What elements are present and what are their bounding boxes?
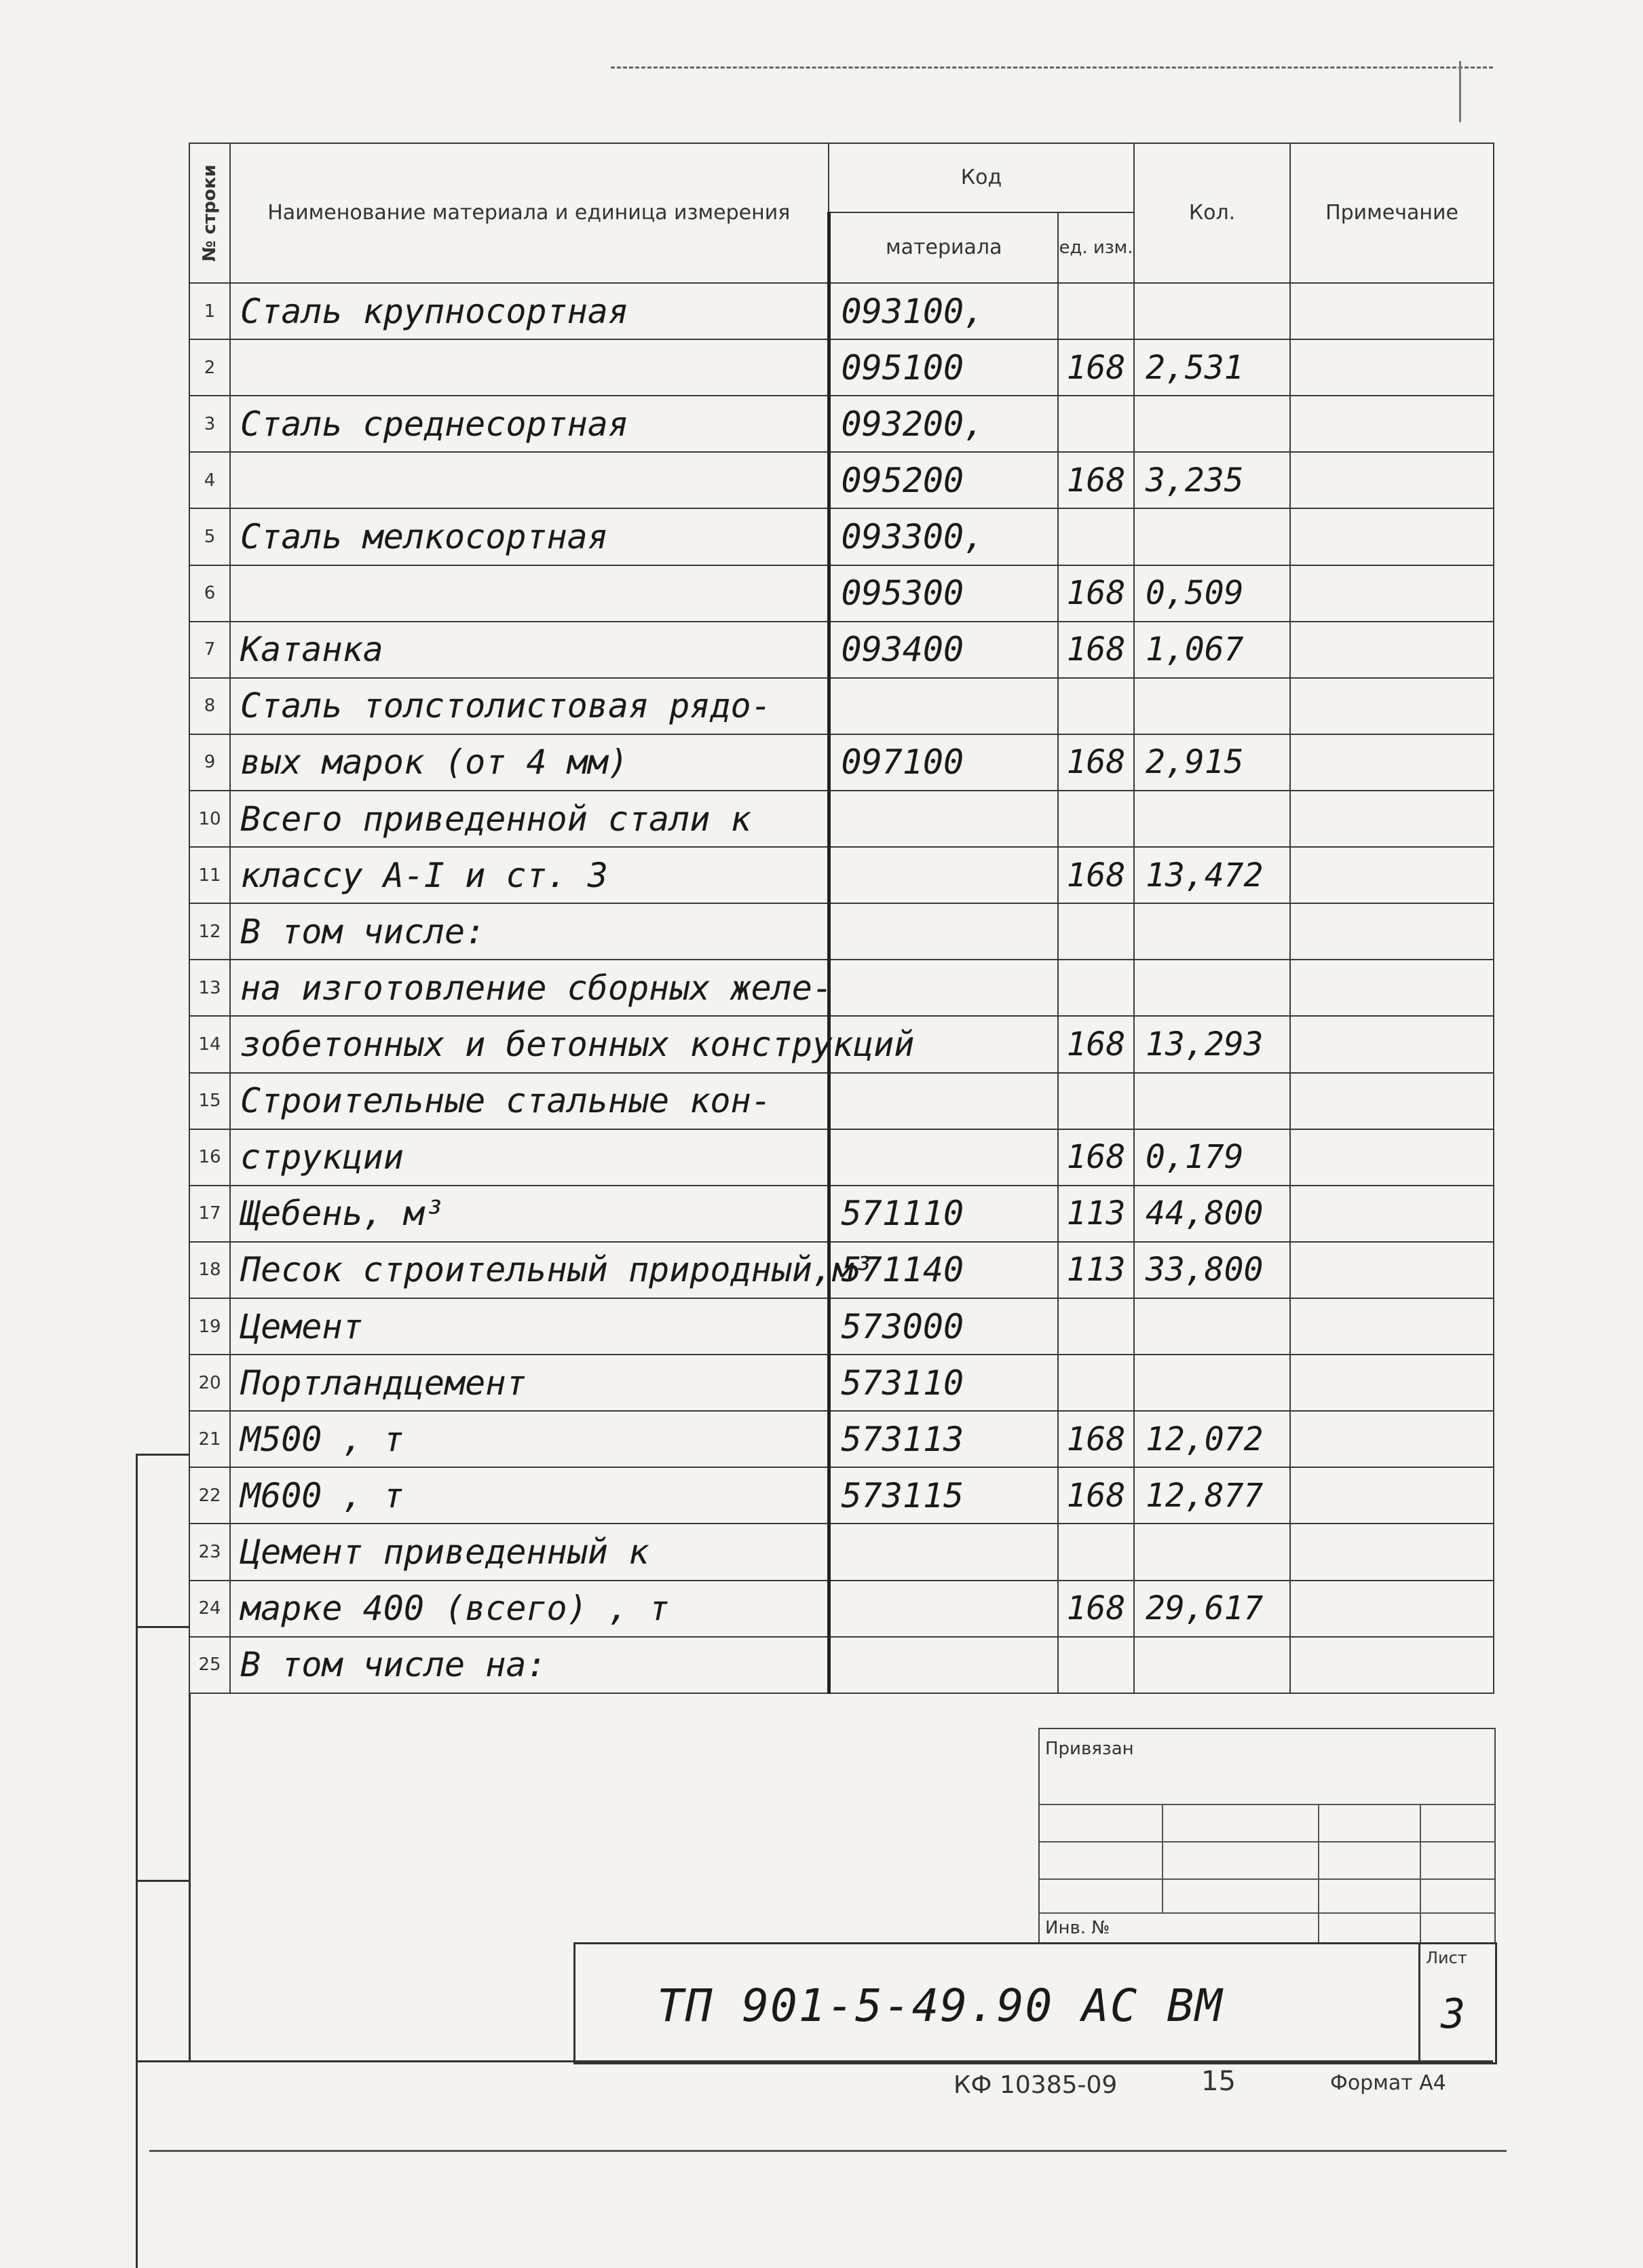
frame-left-line — [189, 1694, 191, 2060]
row-number: 22 — [189, 1467, 230, 1524]
note-cell — [1290, 1467, 1494, 1524]
row-number: 23 — [189, 1524, 230, 1580]
quantity — [1134, 396, 1290, 452]
quantity: 2,915 — [1134, 734, 1290, 791]
footer-number: 15 — [1201, 2066, 1236, 2097]
material-name: Сталь толстолистовая рядо- — [230, 678, 829, 734]
note-cell — [1290, 1186, 1494, 1242]
header-note: Примечание — [1290, 143, 1494, 283]
material-code: 093100, — [829, 283, 1058, 339]
unit-code — [1058, 1355, 1134, 1411]
table-row — [189, 1129, 1494, 1186]
quantity: 33,800 — [1134, 1242, 1290, 1298]
note-cell — [1290, 1411, 1494, 1467]
quantity — [1134, 1637, 1290, 1693]
material-code — [829, 1073, 1058, 1129]
table-row — [189, 1298, 1494, 1355]
unit-code — [1058, 678, 1134, 734]
quantity: 0,509 — [1134, 565, 1290, 622]
material-name: М600 , т — [230, 1467, 829, 1524]
table-row — [189, 1411, 1494, 1467]
unit-code — [1058, 1298, 1134, 1355]
table-row — [189, 960, 1494, 1016]
frame-bottom-line — [136, 2060, 1493, 2062]
unit-code — [1058, 791, 1134, 847]
table-row — [189, 565, 1494, 622]
quantity: 3,235 — [1134, 452, 1290, 508]
document-code: ТП 901-5-49.90 АС ВМ — [657, 1980, 1224, 2032]
unit-code — [1058, 396, 1134, 452]
unit-code — [1058, 1524, 1134, 1580]
note-cell — [1290, 1016, 1494, 1072]
note-cell — [1290, 791, 1494, 847]
row-number: 17 — [189, 1186, 230, 1242]
material-code: 095100 — [829, 339, 1058, 396]
table-row — [189, 1355, 1494, 1411]
material-code — [829, 960, 1058, 1016]
quantity: 12,877 — [1134, 1467, 1290, 1524]
material-code: 093300, — [829, 508, 1058, 565]
header-code-unit: ед. изм. — [1058, 212, 1134, 283]
row-number: 10 — [189, 791, 230, 847]
table-row — [189, 847, 1494, 903]
material-code — [829, 1581, 1058, 1637]
table-row — [189, 678, 1494, 734]
material-code — [829, 678, 1058, 734]
quantity: 29,617 — [1134, 1581, 1290, 1637]
unit-code: 168 — [1058, 1581, 1134, 1637]
material-code — [829, 1129, 1058, 1186]
row-number: 13 — [189, 960, 230, 1016]
top-right-edge-line — [1459, 61, 1461, 122]
note-cell — [1290, 847, 1494, 903]
material-code: 093400 — [829, 622, 1058, 678]
header-row-top — [189, 143, 1494, 212]
unit-code — [1058, 1073, 1134, 1129]
header-material-name: Наименование материала и единица измерения — [230, 143, 829, 283]
note-cell — [1290, 678, 1494, 734]
header-code: Код — [829, 143, 1134, 212]
material-code: 571140 — [829, 1242, 1058, 1298]
unit-code: 168 — [1058, 1016, 1134, 1072]
table-body — [189, 283, 1494, 1693]
row-number: 7 — [189, 622, 230, 678]
sheet-label: Лист — [1426, 1948, 1467, 1967]
unit-code: 168 — [1058, 1467, 1134, 1524]
row-number: 9 — [189, 734, 230, 791]
material-name: струкции — [230, 1129, 829, 1186]
note-cell — [1290, 1298, 1494, 1355]
binding-margin-line — [136, 1454, 138, 2268]
binding-stamp — [1038, 1728, 1496, 1944]
note-cell — [1290, 283, 1494, 339]
note-cell — [1290, 565, 1494, 622]
quantity — [1134, 1073, 1290, 1129]
row-number: 19 — [189, 1298, 230, 1355]
unit-code: 168 — [1058, 565, 1134, 622]
top-border-line — [611, 67, 1493, 69]
row-number: 4 — [189, 452, 230, 508]
row-number: 11 — [189, 847, 230, 903]
note-cell — [1290, 1073, 1494, 1129]
material-code: 573000 — [829, 1298, 1058, 1355]
row-number: 3 — [189, 396, 230, 452]
unit-code — [1058, 1637, 1134, 1693]
material-name: Катанка — [230, 622, 829, 678]
material-code: 571110 — [829, 1186, 1058, 1242]
table-row — [189, 1016, 1494, 1072]
material-code: 095300 — [829, 565, 1058, 622]
material-name: классу A-I и ст. 3 — [230, 847, 829, 903]
material-code — [829, 791, 1058, 847]
table-row — [189, 396, 1494, 452]
quantity — [1134, 283, 1290, 339]
quantity: 44,800 — [1134, 1186, 1290, 1242]
footer-code: КФ 10385-09 — [953, 2071, 1118, 2099]
material-code: 573115 — [829, 1467, 1058, 1524]
unit-code: 168 — [1058, 452, 1134, 508]
material-name: В том числе: — [230, 903, 829, 960]
table-row — [189, 791, 1494, 847]
material-name: Портландцемент — [230, 1355, 829, 1411]
sheet-cell — [1418, 1944, 1495, 2062]
quantity: 13,293 — [1134, 1016, 1290, 1072]
row-number: 1 — [189, 283, 230, 339]
table-row — [189, 508, 1494, 565]
row-number: 21 — [189, 1411, 230, 1467]
note-cell — [1290, 508, 1494, 565]
table-row — [189, 903, 1494, 960]
unit-code: 168 — [1058, 734, 1134, 791]
material-name: зобетонных и бетонных конструкций — [230, 1016, 829, 1072]
row-number: 18 — [189, 1242, 230, 1298]
material-name: Строительные стальные кон- — [230, 1073, 829, 1129]
material-code: 573113 — [829, 1411, 1058, 1467]
material-name: Сталь мелкосортная — [230, 508, 829, 565]
title-block — [573, 1942, 1497, 2064]
quantity — [1134, 903, 1290, 960]
row-number: 8 — [189, 678, 230, 734]
material-code — [829, 903, 1058, 960]
material-name: Всего приведенной стали к — [230, 791, 829, 847]
table-row — [189, 1637, 1494, 1693]
quantity — [1134, 508, 1290, 565]
material-code — [829, 847, 1058, 903]
row-number: 12 — [189, 903, 230, 960]
row-number: 20 — [189, 1355, 230, 1411]
unit-code: 168 — [1058, 847, 1134, 903]
unit-code: 168 — [1058, 339, 1134, 396]
table-row — [189, 734, 1494, 791]
material-code — [829, 1637, 1058, 1693]
quantity: 0,179 — [1134, 1129, 1290, 1186]
row-number: 15 — [189, 1073, 230, 1129]
note-cell — [1290, 734, 1494, 791]
material-name: Сталь крупносортная — [230, 283, 829, 339]
material-name — [230, 565, 829, 622]
material-name: Цемент приведенный к — [230, 1524, 829, 1580]
footer-format: Формат А4 — [1330, 2071, 1446, 2095]
row-number: 6 — [189, 565, 230, 622]
row-number: 2 — [189, 339, 230, 396]
binding-margin-tick — [136, 1626, 190, 1628]
material-code: 093200, — [829, 396, 1058, 452]
materials-table — [189, 143, 1494, 1694]
material-name: на изготовление сборных желе- — [230, 960, 829, 1016]
material-name: М500 , т — [230, 1411, 829, 1467]
unit-code — [1058, 508, 1134, 565]
quantity: 2,531 — [1134, 339, 1290, 396]
note-cell — [1290, 396, 1494, 452]
material-name: В том числе на: — [230, 1637, 829, 1693]
material-code: 097100 — [829, 734, 1058, 791]
unit-code: 113 — [1058, 1242, 1134, 1298]
note-cell — [1290, 339, 1494, 396]
note-cell — [1290, 1355, 1494, 1411]
note-cell — [1290, 1637, 1494, 1693]
header-quantity: Кол. — [1134, 143, 1290, 283]
quantity — [1134, 678, 1290, 734]
material-name: Цемент — [230, 1298, 829, 1355]
quantity — [1134, 1524, 1290, 1580]
note-cell — [1290, 1129, 1494, 1186]
note-cell — [1290, 1524, 1494, 1580]
inventory-number-label: Инв. № — [1045, 1918, 1110, 1938]
note-cell — [1290, 452, 1494, 508]
unit-code: 168 — [1058, 1411, 1134, 1467]
material-code: 573110 — [829, 1355, 1058, 1411]
quantity: 13,472 — [1134, 847, 1290, 903]
material-code — [829, 1524, 1058, 1580]
material-name — [230, 452, 829, 508]
unit-code — [1058, 960, 1134, 1016]
table-row — [189, 1467, 1494, 1524]
table-row — [189, 452, 1494, 508]
table-row — [189, 1242, 1494, 1298]
note-cell — [1290, 903, 1494, 960]
material-name: марке 400 (всего) , т — [230, 1581, 829, 1637]
material-name: Сталь среднесортная — [230, 396, 829, 452]
unit-code — [1058, 903, 1134, 960]
note-cell — [1290, 622, 1494, 678]
table-row — [189, 283, 1494, 339]
unit-code: 168 — [1058, 1129, 1134, 1186]
quantity: 12,072 — [1134, 1411, 1290, 1467]
header-row-number: № строки — [189, 143, 230, 283]
page-bottom-line — [149, 2150, 1507, 2152]
unit-code: 113 — [1058, 1186, 1134, 1242]
table-row — [189, 622, 1494, 678]
material-name: вых марок (от 4 мм) — [230, 734, 829, 791]
quantity — [1134, 1355, 1290, 1411]
quantity — [1134, 791, 1290, 847]
table-row — [189, 1073, 1494, 1129]
table-row — [189, 1524, 1494, 1580]
row-number: 5 — [189, 508, 230, 565]
row-number: 25 — [189, 1637, 230, 1693]
binding-margin-tick — [136, 1454, 190, 1456]
header-code-material: материала — [829, 212, 1058, 283]
material-code: 095200 — [829, 452, 1058, 508]
note-cell — [1290, 1581, 1494, 1637]
quantity: 1,067 — [1134, 622, 1290, 678]
note-cell — [1290, 960, 1494, 1016]
row-number: 24 — [189, 1581, 230, 1637]
note-cell — [1290, 1242, 1494, 1298]
quantity — [1134, 960, 1290, 1016]
material-name: Щебень, м³ — [230, 1186, 829, 1242]
table-row — [189, 1186, 1494, 1242]
table-row — [189, 339, 1494, 396]
table-row — [189, 1581, 1494, 1637]
unit-code: 168 — [1058, 622, 1134, 678]
material-name — [230, 339, 829, 396]
material-name: Песок строительный природный,м³ — [230, 1242, 829, 1298]
row-number: 16 — [189, 1129, 230, 1186]
unit-code — [1058, 283, 1134, 339]
quantity — [1134, 1298, 1290, 1355]
sheet-number: 3 — [1441, 1990, 1466, 2038]
row-number: 14 — [189, 1016, 230, 1072]
binding-margin-tick — [136, 1880, 190, 1882]
binding-label: Привязан — [1045, 1739, 1134, 1759]
